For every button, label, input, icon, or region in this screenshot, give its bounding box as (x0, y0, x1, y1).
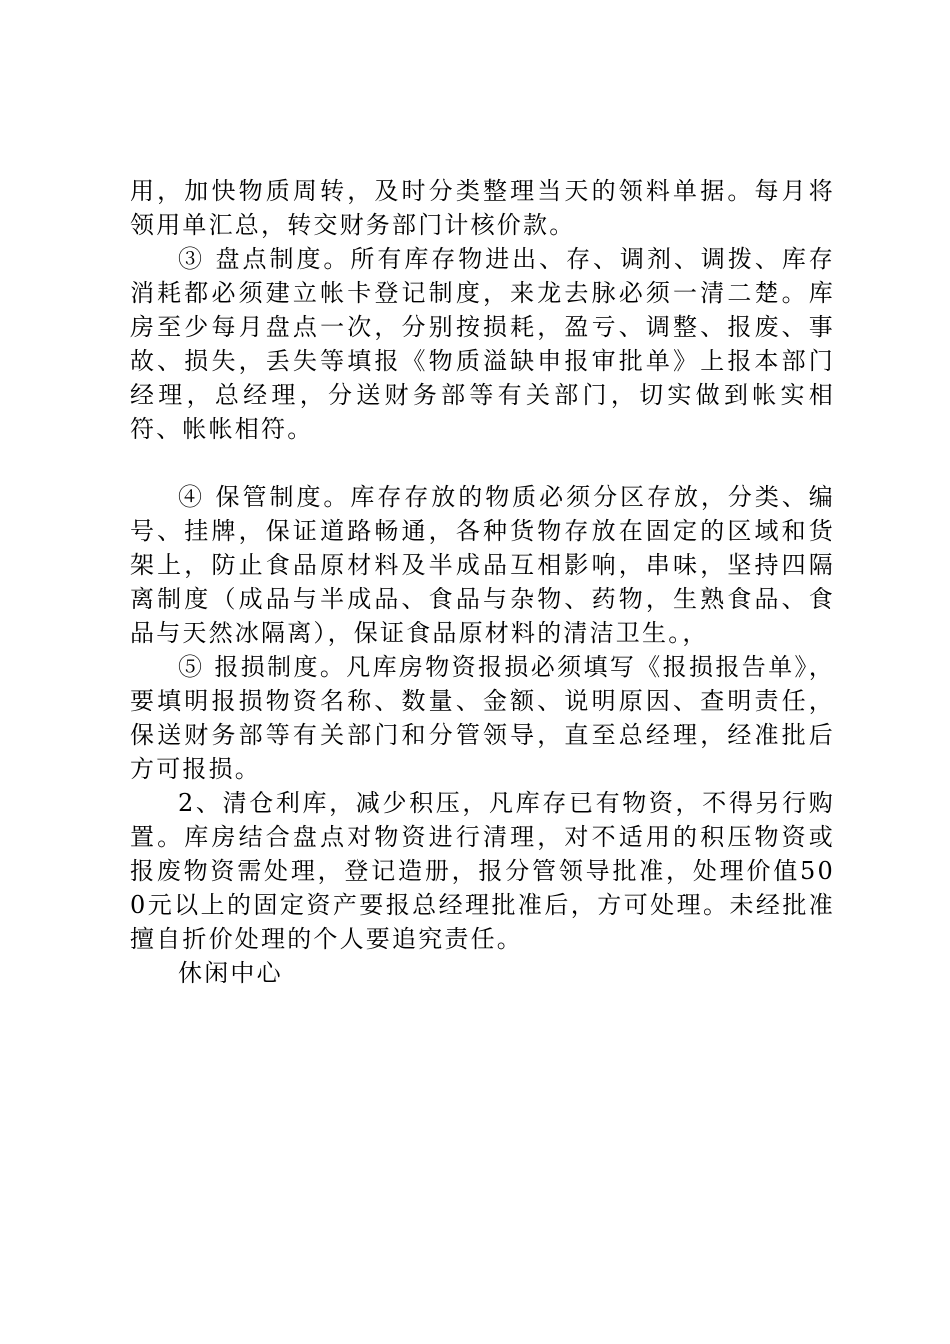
document-body (130, 174, 835, 990)
paragraph-storage-system: ④ 保管制度。库存存放的物质必须分区存放，分类、编号、挂牌，保证道路畅通，各种货物存放在固定的区域和货架上，防止食品原材料及半成品互相影响，串味，坚持四隔离制度（成品与半成品、食品与杂物、药物，生熟食品、食品与天然冰隔离），保证食品原材料的清洁卫生。， (130, 483, 835, 647)
paragraph-inventory-count-system: ③ 盘点制度。所有库存物进出、存、调剂、调拨、库存消耗都必须建立帐卡登记制度，来龙去脉必须一清二楚。库房至少每月盘点一次，分别按损耗，盈亏、调整、报废、事故、损失，丢失等填报《物质溢缺申报审批单》上报本部门经理，总经理，分送财务部等有关部门，切实做到帐实相符、帐帐相符。 (130, 245, 835, 443)
paragraph-continuation: 用，加快物质周转，及时分类整理当天的领料单据。每月将领用单汇总，转交财务部门计核价款。 (130, 177, 835, 239)
paragraph-clear-warehouse: 2、清仓利库，减少积压，凡库存已有物资，不得另行购置。库房结合盘点对物资进行清理，对不适用的积压物资或报废物资需处理，登记造册，报分管领导批准，处理价值500元以上的固定资产要报总经理批准后，方可处理。未经批准擅自折价处理的个人要追究责任。 (130, 789, 835, 953)
paragraph-signature: 休闲中心 (178, 959, 283, 987)
paragraph-loss-report-system: ⑤ 报损制度。凡库房物资报损必须填写《报损报告单》，要填明报损物资名称、数量、金额、说明原因、查明责任，保送财务部等有关部门和分管领导，直至总经理，经准批后方可报损。 (130, 653, 835, 783)
